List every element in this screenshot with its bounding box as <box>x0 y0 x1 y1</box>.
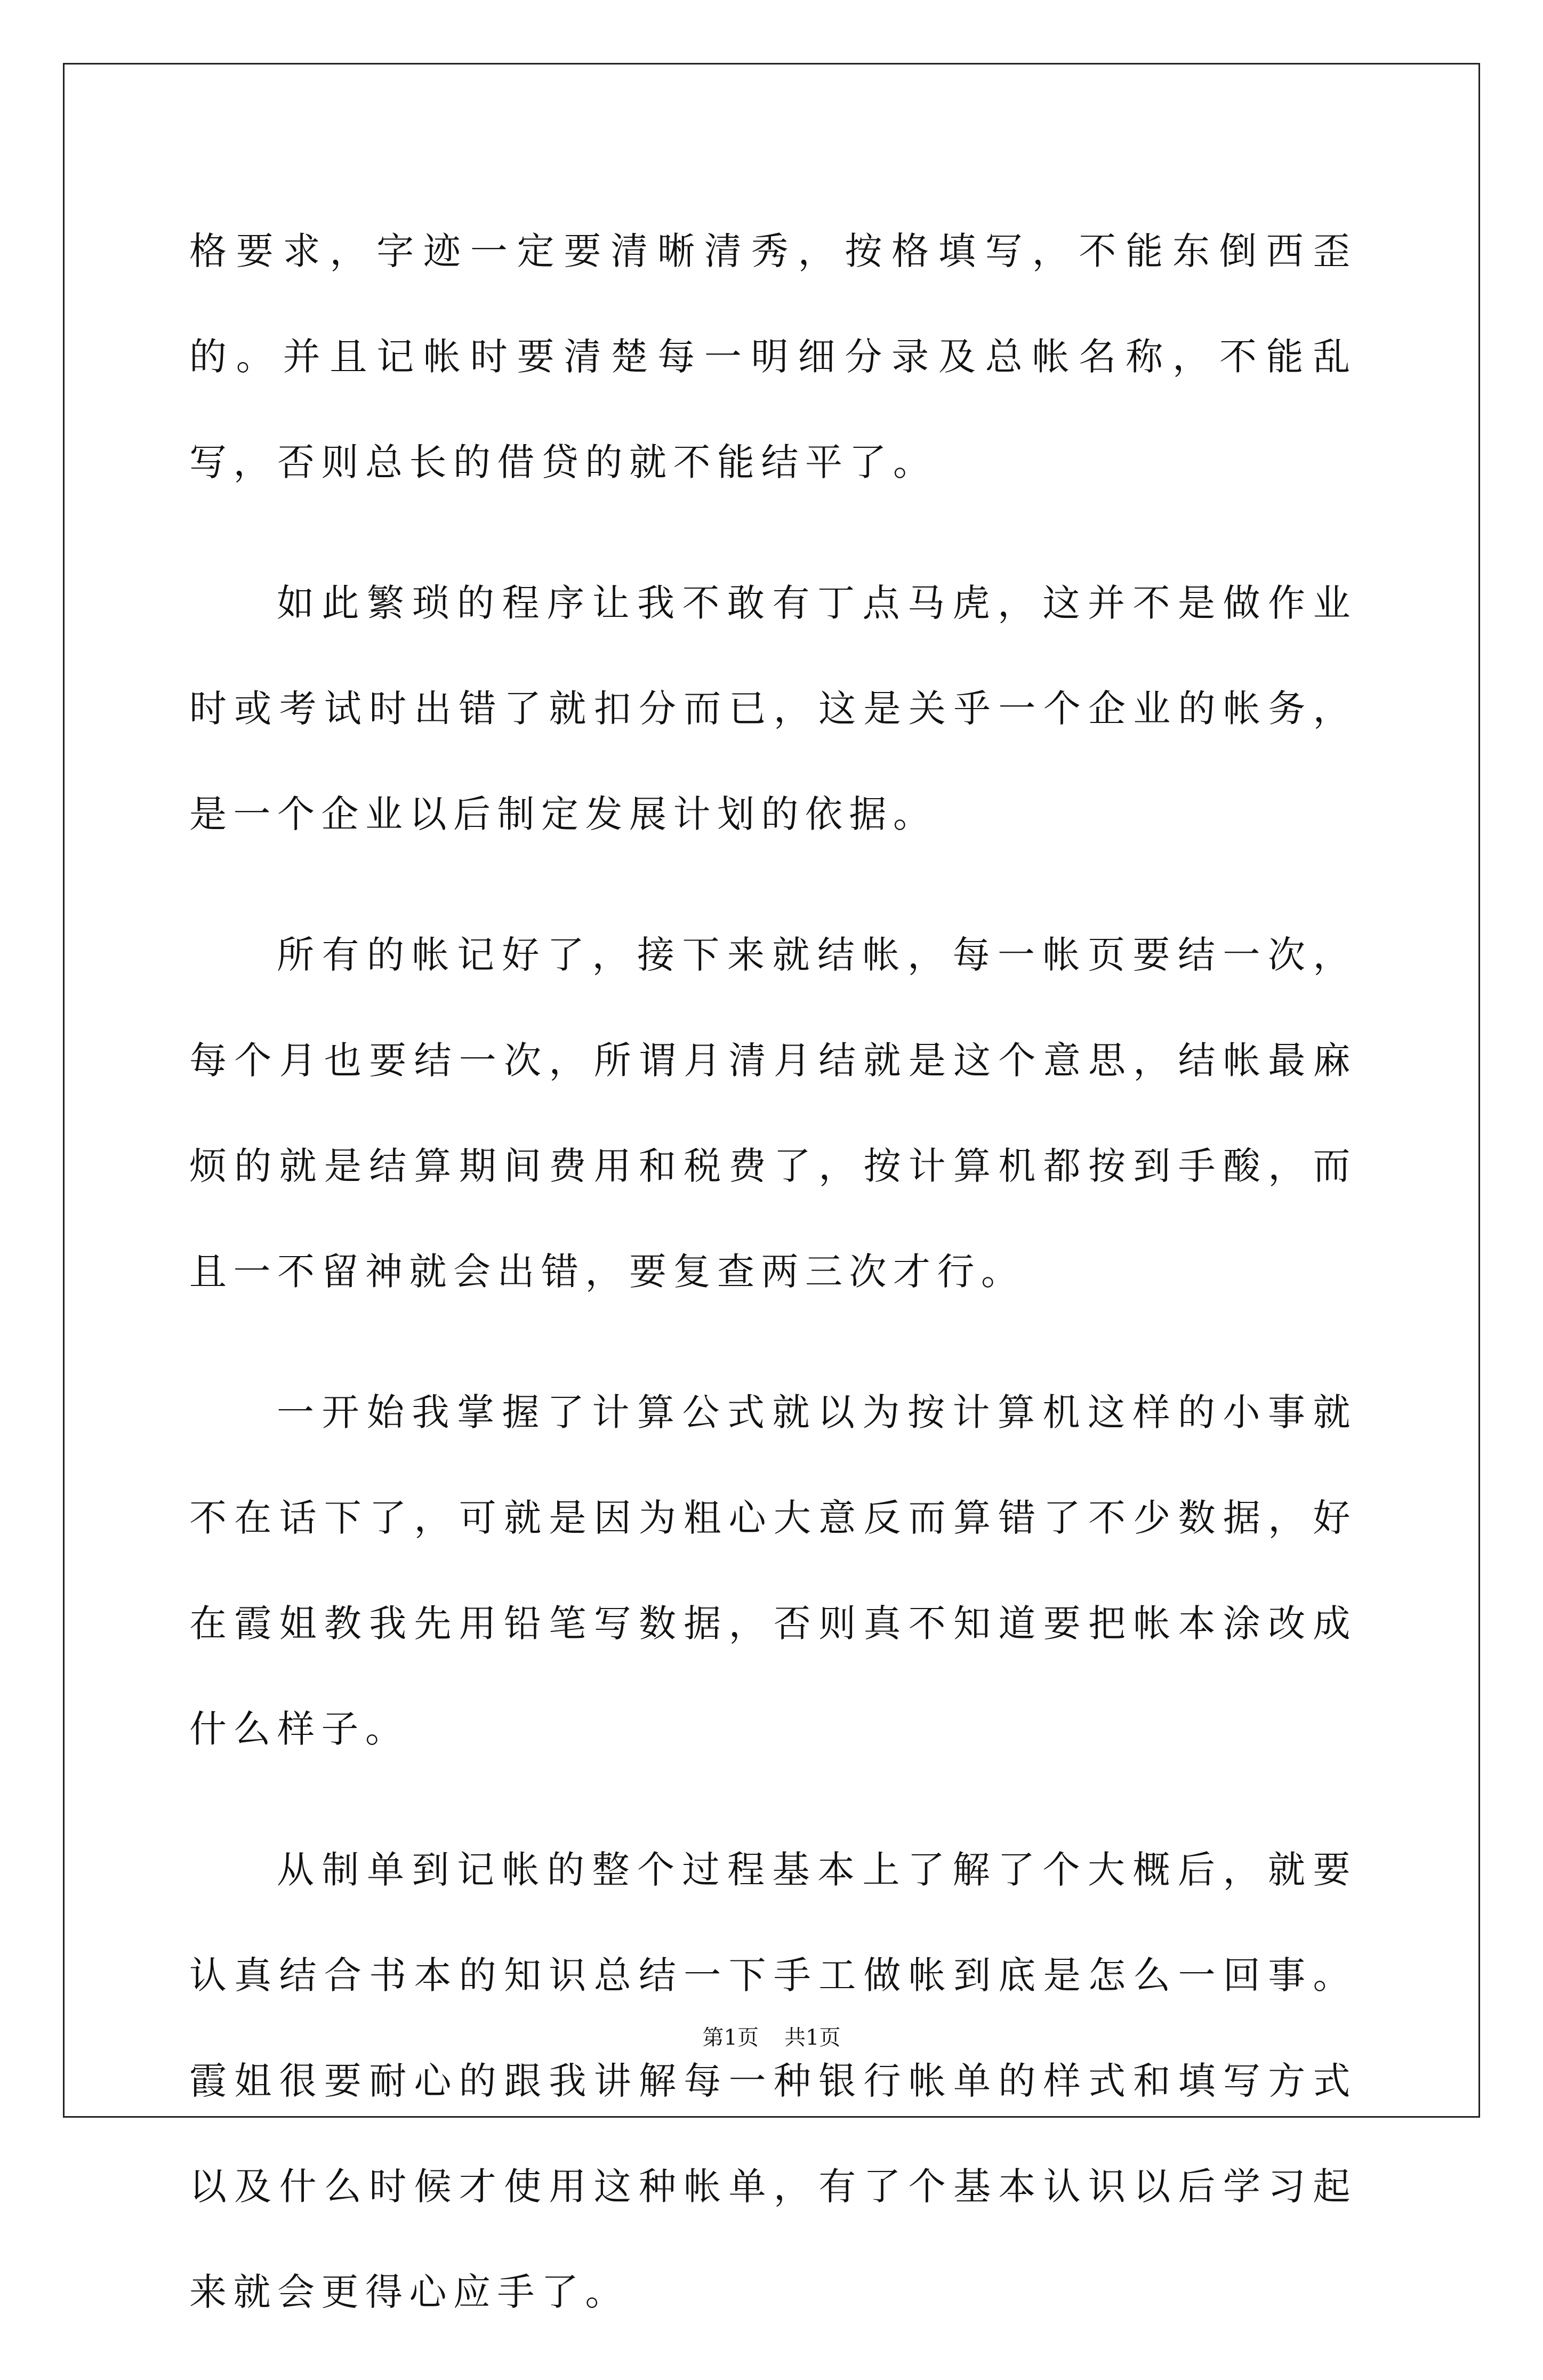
page-total: 共1页 <box>784 2025 841 2050</box>
paragraph-5: 从制单到记帐的整个过程基本上了解了个大概后，就要认真结合书本的知识总结一下手工做帐到底是怎么一回事。霞姐很要耐心的跟我讲解每一种银行帐单的样式和填写方式以及什么时候才使用这种帐单，有了个基本认识以后学习起来就会更得心应手了。 <box>189 1848 1357 2314</box>
page-number: 第1页 <box>702 2025 759 2050</box>
paragraph-3: 所有的帐记好了，接下来就结帐，每一帐页要结一次，每个月也要结一次，所谓月清月结就是这个意思，结帐最麻烦的就是结算期间费用和税费了，按计算机都按到手酸，而且一不留神就会出错，要复查两三次才行。 <box>189 933 1357 1293</box>
paragraph-1: 格要求，字迹一定要清晰清秀，按格填写，不能东倒西歪的。并且记帐时要清楚每一明细分录及总帐名称，不能乱写，否则总长的借贷的就不能结平了。 <box>189 229 1357 484</box>
document-body <box>189 198 1357 2380</box>
paragraph-4: 一开始我掌握了计算公式就以为按计算机这样的小事就不在话下了，可就是因为粗心大意反而算错了不少数据，好在霞姐教我先用铅笔写数据，否则真不知道要把帐本涂改成什么样子。 <box>189 1390 1357 1751</box>
page-footer <box>0 2021 1543 2051</box>
paragraph-2: 如此繁琐的程序让我不敢有丁点马虎，这并不是做作业时或考试时出错了就扣分而已，这是关乎一个企业的帐务，是一个企业以后制定发展计划的依据。 <box>189 581 1357 836</box>
